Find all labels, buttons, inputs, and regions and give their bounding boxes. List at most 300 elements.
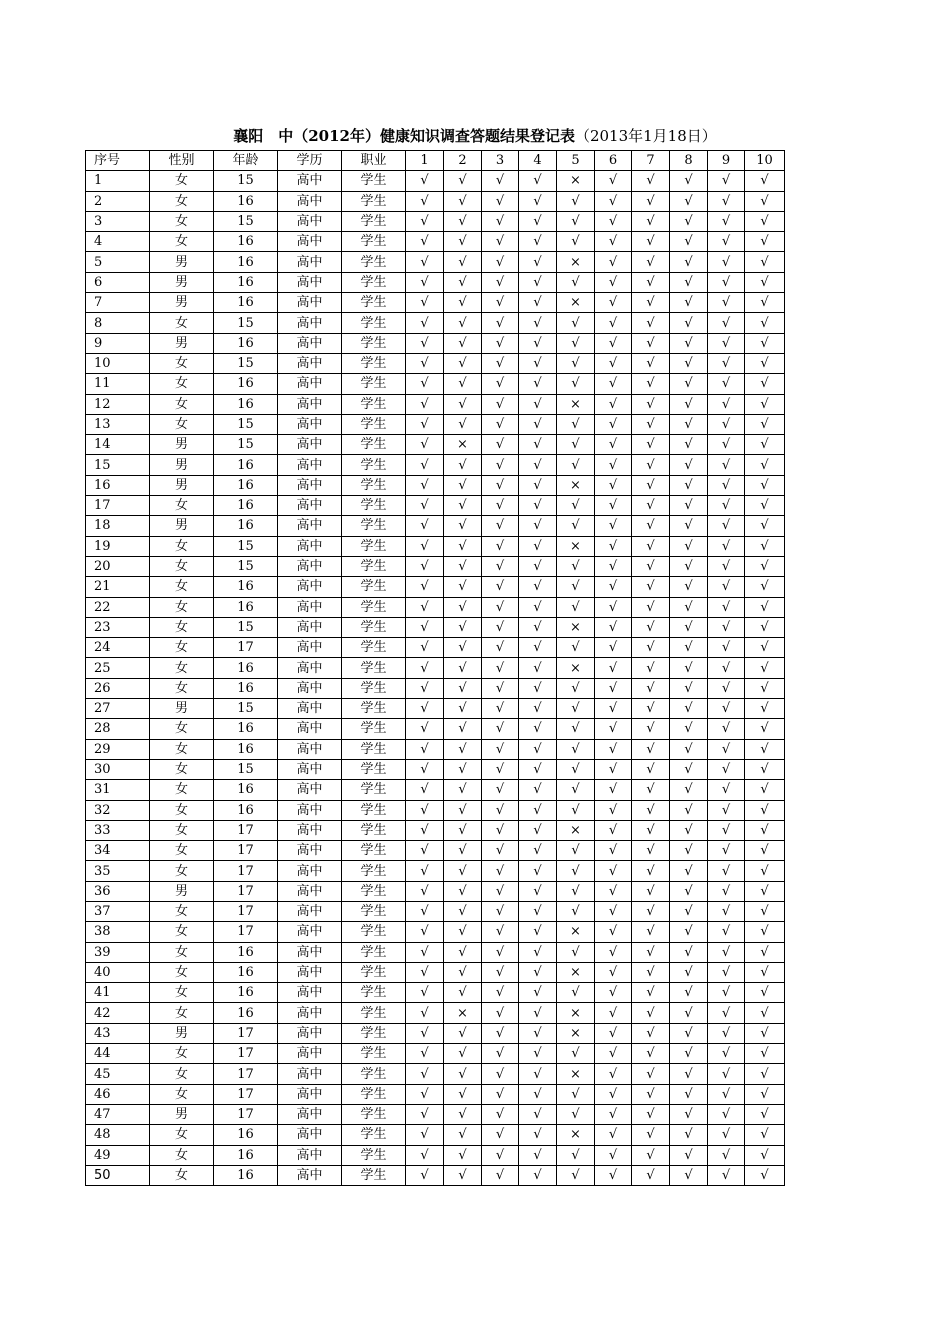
answer-cell: √: [406, 536, 444, 556]
answer-cell: √: [519, 1023, 557, 1043]
age-cell: 17: [214, 1104, 278, 1124]
answer-cell: ×: [557, 1064, 595, 1084]
seq-cell: 33: [86, 820, 150, 840]
seq-cell: 13: [86, 414, 150, 434]
table-row: [86, 313, 785, 333]
column-header: 性别: [150, 151, 214, 171]
answer-cell: √: [745, 191, 785, 211]
education-cell: 高中: [278, 820, 342, 840]
answer-cell: √: [444, 536, 482, 556]
answer-cell: √: [406, 983, 444, 1003]
answer-cell: √: [482, 232, 519, 252]
answer-cell: √: [519, 1165, 557, 1185]
occupation-cell: 学生: [342, 739, 406, 759]
answer-cell: √: [670, 496, 708, 516]
answer-cell: √: [444, 881, 482, 901]
education-cell: 高中: [278, 759, 342, 779]
answer-cell: √: [632, 942, 670, 962]
answer-cell: √: [632, 1165, 670, 1185]
answer-cell: √: [708, 516, 745, 536]
answer-cell: √: [519, 1104, 557, 1124]
answer-cell: √: [444, 759, 482, 779]
answer-cell: √: [670, 1023, 708, 1043]
answer-cell: √: [595, 881, 632, 901]
answer-cell: √: [444, 820, 482, 840]
answer-cell: √: [482, 191, 519, 211]
sex-cell: 女: [150, 739, 214, 759]
occupation-cell: 学生: [342, 820, 406, 840]
answer-cell: √: [519, 516, 557, 536]
answer-cell: √: [708, 962, 745, 982]
seq-cell: 43: [86, 1023, 150, 1043]
answer-cell: √: [519, 820, 557, 840]
age-cell: 17: [214, 841, 278, 861]
answer-cell: √: [444, 1104, 482, 1124]
answer-cell: √: [444, 333, 482, 353]
answer-cell: √: [670, 1044, 708, 1064]
answer-cell: √: [632, 333, 670, 353]
answer-cell: √: [595, 820, 632, 840]
answer-cell: √: [745, 353, 785, 373]
answer-cell: √: [632, 516, 670, 536]
table-row: [86, 374, 785, 394]
answer-cell: √: [595, 353, 632, 373]
age-cell: 16: [214, 983, 278, 1003]
answer-cell: √: [519, 617, 557, 637]
answer-cell: √: [670, 1165, 708, 1185]
answer-cell: √: [444, 1023, 482, 1043]
answer-cell: √: [632, 414, 670, 434]
answer-cell: √: [632, 861, 670, 881]
age-cell: 15: [214, 211, 278, 231]
answer-cell: √: [519, 658, 557, 678]
answer-cell: √: [482, 556, 519, 576]
answer-cell: √: [632, 597, 670, 617]
answer-cell: √: [595, 211, 632, 231]
answer-cell: √: [406, 942, 444, 962]
table-row: [86, 475, 785, 495]
answer-cell: √: [482, 759, 519, 779]
answer-cell: √: [670, 1104, 708, 1124]
answer-cell: √: [406, 1003, 444, 1023]
answer-cell: √: [708, 577, 745, 597]
seq-cell: 46: [86, 1084, 150, 1104]
answer-cell: ×: [557, 475, 595, 495]
answer-cell: √: [406, 820, 444, 840]
answer-cell: √: [519, 293, 557, 313]
answer-cell: √: [444, 638, 482, 658]
age-cell: 16: [214, 232, 278, 252]
answer-cell: √: [632, 658, 670, 678]
answer-cell: √: [745, 841, 785, 861]
answer-cell: √: [406, 1125, 444, 1145]
answer-cell: √: [708, 496, 745, 516]
answer-cell: √: [557, 516, 595, 536]
answer-cell: √: [406, 394, 444, 414]
answer-cell: √: [670, 597, 708, 617]
answer-cell: √: [632, 1104, 670, 1124]
answer-cell: √: [444, 1044, 482, 1064]
answer-cell: √: [670, 719, 708, 739]
answer-cell: √: [745, 1044, 785, 1064]
answer-cell: √: [745, 942, 785, 962]
answer-cell: √: [595, 191, 632, 211]
answer-cell: √: [406, 597, 444, 617]
answer-cell: √: [708, 597, 745, 617]
answer-cell: √: [406, 841, 444, 861]
answer-cell: √: [482, 455, 519, 475]
age-cell: 17: [214, 901, 278, 921]
column-header: 4: [519, 151, 557, 171]
answer-cell: √: [632, 1064, 670, 1084]
answer-cell: √: [745, 1125, 785, 1145]
answer-cell: √: [406, 353, 444, 373]
answer-cell: √: [519, 353, 557, 373]
answer-cell: √: [708, 861, 745, 881]
education-cell: 高中: [278, 556, 342, 576]
answer-cell: √: [670, 678, 708, 698]
answer-cell: √: [519, 496, 557, 516]
answer-cell: √: [745, 577, 785, 597]
table-row: [86, 1104, 785, 1124]
age-cell: 16: [214, 1003, 278, 1023]
table-row: [86, 942, 785, 962]
education-cell: 高中: [278, 293, 342, 313]
answer-cell: √: [482, 638, 519, 658]
answer-cell: √: [444, 780, 482, 800]
answer-cell: √: [632, 1125, 670, 1145]
answer-cell: √: [670, 171, 708, 191]
answer-cell: √: [482, 617, 519, 637]
answer-cell: √: [708, 556, 745, 576]
answer-cell: √: [557, 678, 595, 698]
answer-cell: √: [557, 353, 595, 373]
answer-cell: ×: [444, 435, 482, 455]
answer-cell: √: [595, 942, 632, 962]
seq-cell: 5: [86, 252, 150, 272]
answer-cell: √: [595, 1165, 632, 1185]
sex-cell: 女: [150, 597, 214, 617]
answer-cell: √: [632, 293, 670, 313]
answer-cell: √: [444, 211, 482, 231]
answer-cell: ×: [557, 171, 595, 191]
table-row: [86, 800, 785, 820]
answer-cell: √: [519, 191, 557, 211]
answer-cell: ×: [557, 536, 595, 556]
answer-cell: √: [745, 739, 785, 759]
answer-cell: √: [557, 597, 595, 617]
answer-cell: √: [745, 435, 785, 455]
answer-cell: √: [482, 881, 519, 901]
answer-cell: √: [519, 800, 557, 820]
answer-cell: √: [406, 211, 444, 231]
answer-cell: √: [444, 1064, 482, 1084]
seq-cell: 41: [86, 983, 150, 1003]
answer-cell: √: [444, 1145, 482, 1165]
education-cell: 高中: [278, 962, 342, 982]
occupation-cell: 学生: [342, 638, 406, 658]
age-cell: 15: [214, 171, 278, 191]
answer-cell: √: [670, 556, 708, 576]
occupation-cell: 学生: [342, 881, 406, 901]
education-cell: 高中: [278, 861, 342, 881]
answer-cell: √: [670, 414, 708, 434]
seq-cell: 28: [86, 719, 150, 739]
answer-cell: √: [519, 922, 557, 942]
answer-cell: √: [670, 536, 708, 556]
answer-cell: √: [670, 353, 708, 373]
answer-cell: √: [708, 780, 745, 800]
seq-cell: 17: [86, 496, 150, 516]
answer-cell: √: [670, 881, 708, 901]
answer-cell: √: [595, 252, 632, 272]
education-cell: 高中: [278, 678, 342, 698]
table-row: [86, 820, 785, 840]
answer-cell: √: [595, 719, 632, 739]
answer-cell: √: [557, 983, 595, 1003]
seq-cell: 50: [86, 1165, 150, 1185]
answer-cell: √: [444, 293, 482, 313]
age-cell: 16: [214, 272, 278, 292]
answer-cell: √: [670, 232, 708, 252]
answer-cell: √: [595, 556, 632, 576]
answer-cell: √: [745, 962, 785, 982]
age-cell: 16: [214, 719, 278, 739]
age-cell: 15: [214, 759, 278, 779]
answer-cell: √: [406, 1044, 444, 1064]
sex-cell: 男: [150, 881, 214, 901]
answer-cell: √: [482, 293, 519, 313]
answer-cell: √: [482, 1165, 519, 1185]
answer-cell: √: [557, 638, 595, 658]
answer-cell: √: [632, 496, 670, 516]
seq-cell: 31: [86, 780, 150, 800]
occupation-cell: 学生: [342, 191, 406, 211]
answer-cell: √: [482, 861, 519, 881]
seq-cell: 48: [86, 1125, 150, 1145]
answer-cell: √: [557, 435, 595, 455]
answer-cell: √: [708, 922, 745, 942]
education-cell: 高中: [278, 901, 342, 921]
answer-cell: √: [482, 1104, 519, 1124]
occupation-cell: 学生: [342, 901, 406, 921]
seq-cell: 4: [86, 232, 150, 252]
seq-cell: 49: [86, 1145, 150, 1165]
answer-cell: √: [557, 414, 595, 434]
answer-cell: √: [519, 435, 557, 455]
answer-cell: √: [708, 820, 745, 840]
seq-cell: 21: [86, 577, 150, 597]
answer-cell: √: [708, 1145, 745, 1165]
occupation-cell: 学生: [342, 353, 406, 373]
occupation-cell: 学生: [342, 556, 406, 576]
answer-cell: √: [482, 820, 519, 840]
sex-cell: 男: [150, 435, 214, 455]
seq-cell: 15: [86, 455, 150, 475]
occupation-cell: 学生: [342, 1165, 406, 1185]
seq-cell: 6: [86, 272, 150, 292]
occupation-cell: 学生: [342, 719, 406, 739]
sex-cell: 女: [150, 353, 214, 373]
answer-cell: √: [557, 211, 595, 231]
table-row: [86, 638, 785, 658]
answer-cell: √: [708, 1104, 745, 1124]
answer-cell: √: [406, 1104, 444, 1124]
education-cell: 高中: [278, 638, 342, 658]
answer-cell: √: [519, 1145, 557, 1165]
survey-results-table: [85, 150, 785, 1186]
answer-cell: √: [444, 922, 482, 942]
answer-cell: √: [670, 333, 708, 353]
column-header: 1: [406, 151, 444, 171]
answer-cell: √: [745, 922, 785, 942]
answer-cell: √: [708, 901, 745, 921]
table-row: [86, 556, 785, 576]
answer-cell: √: [406, 171, 444, 191]
answer-cell: √: [519, 1003, 557, 1023]
answer-cell: √: [595, 597, 632, 617]
answer-cell: √: [670, 922, 708, 942]
answer-cell: √: [595, 171, 632, 191]
answer-cell: √: [406, 881, 444, 901]
answer-cell: √: [406, 861, 444, 881]
answer-cell: √: [745, 313, 785, 333]
column-header: 3: [482, 151, 519, 171]
answer-cell: √: [444, 1084, 482, 1104]
answer-cell: ×: [557, 617, 595, 637]
answer-cell: √: [406, 658, 444, 678]
answer-cell: √: [519, 983, 557, 1003]
answer-cell: √: [444, 861, 482, 881]
answer-cell: √: [557, 881, 595, 901]
column-header: 10: [745, 151, 785, 171]
answer-cell: √: [632, 191, 670, 211]
occupation-cell: 学生: [342, 1084, 406, 1104]
table-row: [86, 211, 785, 231]
table-row: [86, 496, 785, 516]
seq-cell: 47: [86, 1104, 150, 1124]
answer-cell: √: [595, 1003, 632, 1023]
answer-cell: √: [557, 1104, 595, 1124]
answer-cell: √: [708, 374, 745, 394]
answer-cell: √: [670, 901, 708, 921]
occupation-cell: 学生: [342, 293, 406, 313]
answer-cell: √: [632, 759, 670, 779]
answer-cell: √: [595, 1145, 632, 1165]
occupation-cell: 学生: [342, 211, 406, 231]
answer-cell: √: [708, 841, 745, 861]
answer-cell: √: [595, 1023, 632, 1043]
answer-cell: √: [482, 272, 519, 292]
seq-cell: 36: [86, 881, 150, 901]
answer-cell: √: [670, 658, 708, 678]
answer-cell: √: [708, 414, 745, 434]
education-cell: 高中: [278, 739, 342, 759]
occupation-cell: 学生: [342, 841, 406, 861]
answer-cell: √: [745, 252, 785, 272]
answer-cell: √: [406, 191, 444, 211]
answer-cell: √: [406, 475, 444, 495]
answer-cell: √: [670, 293, 708, 313]
answer-cell: √: [444, 678, 482, 698]
answer-cell: √: [482, 719, 519, 739]
answer-cell: √: [482, 1145, 519, 1165]
answer-cell: √: [444, 353, 482, 373]
answer-cell: √: [482, 1125, 519, 1145]
answer-cell: √: [482, 496, 519, 516]
education-cell: 高中: [278, 1165, 342, 1185]
answer-cell: √: [632, 922, 670, 942]
answer-cell: √: [745, 1064, 785, 1084]
answer-cell: √: [519, 881, 557, 901]
answer-cell: √: [406, 638, 444, 658]
answer-cell: √: [708, 171, 745, 191]
answer-cell: √: [519, 597, 557, 617]
answer-cell: √: [595, 293, 632, 313]
answer-cell: √: [482, 313, 519, 333]
answer-cell: √: [557, 191, 595, 211]
seq-cell: 35: [86, 861, 150, 881]
occupation-cell: 学生: [342, 1104, 406, 1124]
occupation-cell: 学生: [342, 414, 406, 434]
answer-cell: √: [482, 252, 519, 272]
occupation-cell: 学生: [342, 435, 406, 455]
answer-cell: √: [519, 536, 557, 556]
answer-cell: √: [595, 232, 632, 252]
sex-cell: 女: [150, 374, 214, 394]
education-cell: 高中: [278, 536, 342, 556]
education-cell: 高中: [278, 374, 342, 394]
answer-cell: √: [670, 820, 708, 840]
table-row: [86, 780, 785, 800]
answer-cell: √: [519, 171, 557, 191]
answer-cell: √: [708, 232, 745, 252]
answer-cell: √: [557, 374, 595, 394]
answer-cell: √: [708, 435, 745, 455]
sex-cell: 女: [150, 577, 214, 597]
answer-cell: √: [670, 617, 708, 637]
answer-cell: √: [557, 313, 595, 333]
answer-cell: √: [595, 313, 632, 333]
answer-cell: √: [444, 983, 482, 1003]
answer-cell: √: [632, 374, 670, 394]
age-cell: 16: [214, 516, 278, 536]
answer-cell: √: [708, 983, 745, 1003]
occupation-cell: 学生: [342, 759, 406, 779]
answer-cell: √: [557, 577, 595, 597]
answer-cell: √: [519, 577, 557, 597]
answer-cell: √: [557, 942, 595, 962]
answer-cell: √: [670, 699, 708, 719]
answer-cell: √: [519, 699, 557, 719]
answer-cell: √: [670, 577, 708, 597]
table-row: [86, 1125, 785, 1145]
answer-cell: √: [595, 699, 632, 719]
title-date: （2013年1月18日）: [574, 127, 717, 145]
answer-cell: √: [632, 1084, 670, 1104]
answer-cell: √: [632, 455, 670, 475]
answer-cell: √: [444, 252, 482, 272]
answer-cell: √: [745, 394, 785, 414]
answer-cell: √: [595, 516, 632, 536]
answer-cell: √: [670, 739, 708, 759]
answer-cell: √: [519, 414, 557, 434]
education-cell: 高中: [278, 272, 342, 292]
occupation-cell: 学生: [342, 678, 406, 698]
sex-cell: 女: [150, 1165, 214, 1185]
seq-cell: 25: [86, 658, 150, 678]
answer-cell: √: [482, 739, 519, 759]
